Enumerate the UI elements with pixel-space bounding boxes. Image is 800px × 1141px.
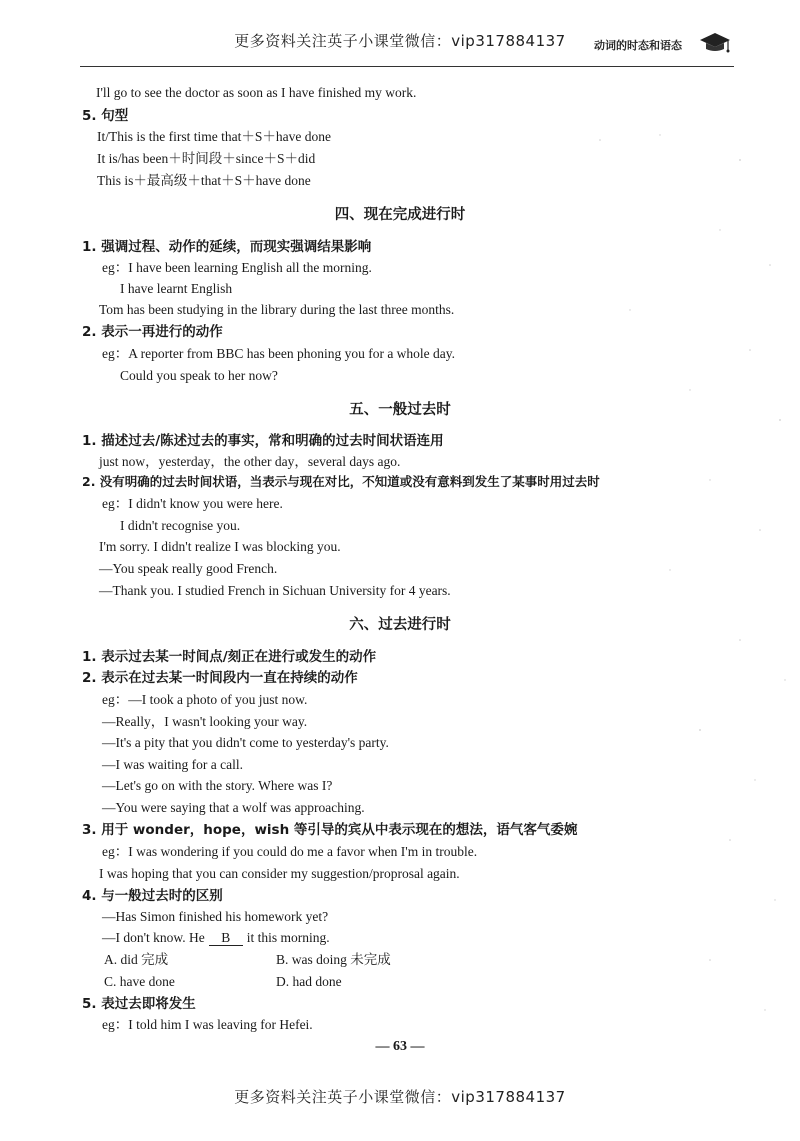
list-heading: 2. 没有明确的过去时间状语，当表示与现在对比，不知道或没有意料到发生了某事时用过去时 <box>82 474 600 489</box>
list-heading: 1. 强调过程、动作的延续，而现实强调结果影响 <box>82 239 372 255</box>
text-line: It is/has been＋时间段＋since＋S＋did <box>97 151 316 166</box>
list-heading: 2. 表示一再进行的动作 <box>82 324 223 340</box>
list-heading: 1. 表示过去某一时间点/刻正在进行或发生的动作 <box>82 649 377 665</box>
list-heading: 4. 与一般过去时的区别 <box>82 888 223 904</box>
list-heading: 3. 用于 wonder，hope，wish 等引导的宾从中表示现在的想法，语气客气委婉 <box>82 822 578 838</box>
option-d: D. had done <box>276 974 342 989</box>
example-line: eg：I have been learning English all the morning. <box>102 260 372 275</box>
option-a: A. did 完成 <box>104 952 169 967</box>
page-number: — 63 — <box>375 1039 425 1054</box>
dialogue-line: eg：—I took a photo of you just now. <box>102 692 308 707</box>
question-text-start: —I don't know. He <box>102 930 205 945</box>
example-line: I was hoping that you can consider my suggestion/proprosal again. <box>99 866 460 881</box>
example-line: eg：I told him I was leaving for Hefei. <box>102 1017 313 1032</box>
dialogue-line: —Thank you. I studied French in Sichuan University for 4 years. <box>99 583 451 598</box>
example-line: eg：A reporter from BBC has been phoning you for a whole day. <box>102 346 456 361</box>
example-line: I'm sorry. I didn't realize I was blocking you. <box>99 539 341 554</box>
example-line: Tom has been studying in the library during the last three months. <box>99 302 455 317</box>
example-line: eg：I didn't know you were here. <box>102 496 283 511</box>
question-text-end: it this morning. <box>246 930 330 945</box>
dialogue-line: —Has Simon finished his homework yet? <box>102 909 329 924</box>
list-heading: 5. 句型 <box>82 108 129 124</box>
dialogue-line: —You speak really good French. <box>99 561 278 576</box>
watermark-top: 更多资料关注英子小课堂微信：vip317884137 <box>234 32 566 50</box>
dialogue-line: —Let's go on with the story. Where was I? <box>102 778 333 793</box>
list-heading: 5. 表过去即将发生 <box>82 996 196 1012</box>
dialogue-line: —You were saying that a wolf was approaching. <box>102 800 365 815</box>
text-line: I'll go to see the doctor as soon as I have finished my work. <box>96 85 417 100</box>
text-line: This is＋最高级＋that＋S＋have done <box>97 173 311 188</box>
fill-in-question <box>102 929 330 947</box>
option-c: C. have done <box>104 974 175 989</box>
section-title: 四、现在完成进行时 <box>334 207 466 223</box>
option-b: B. was doing 未完成 <box>276 952 391 967</box>
text-line: It/This is the first time that＋S＋have done <box>97 129 331 144</box>
running-header-title: 动词的时态和语态 <box>594 39 682 52</box>
text-line: just now，yesterday，the other day，several days ago. <box>99 454 401 469</box>
header-rule <box>80 66 734 67</box>
dialogue-line: —Really，I wasn't looking your way. <box>102 714 308 729</box>
example-line: I didn't recognise you. <box>120 518 241 533</box>
example-line: I have learnt English <box>120 281 233 296</box>
dialogue-line: —I was waiting for a call. <box>102 757 243 772</box>
section-title: 五、一般过去时 <box>349 402 451 418</box>
scan-noise <box>540 120 800 1040</box>
section-title: 六、过去进行时 <box>349 617 451 633</box>
example-line: Could you speak to her now? <box>120 368 278 383</box>
dialogue-line: —It's a pity that you didn't come to yesterday's party. <box>102 735 389 750</box>
list-heading: 2. 表示在过去某一时间段内一直在持续的动作 <box>82 670 358 686</box>
graduation-cap-icon <box>698 30 732 54</box>
watermark-bottom: 更多资料关注英子小课堂微信：vip317884137 <box>234 1088 566 1106</box>
answer-blank: B <box>209 930 243 946</box>
list-heading: 1. 描述过去/陈述过去的事实，常和明确的过去时间状语连用 <box>82 433 444 449</box>
example-line: eg：I was wondering if you could do me a favor when I'm in trouble. <box>102 844 478 859</box>
